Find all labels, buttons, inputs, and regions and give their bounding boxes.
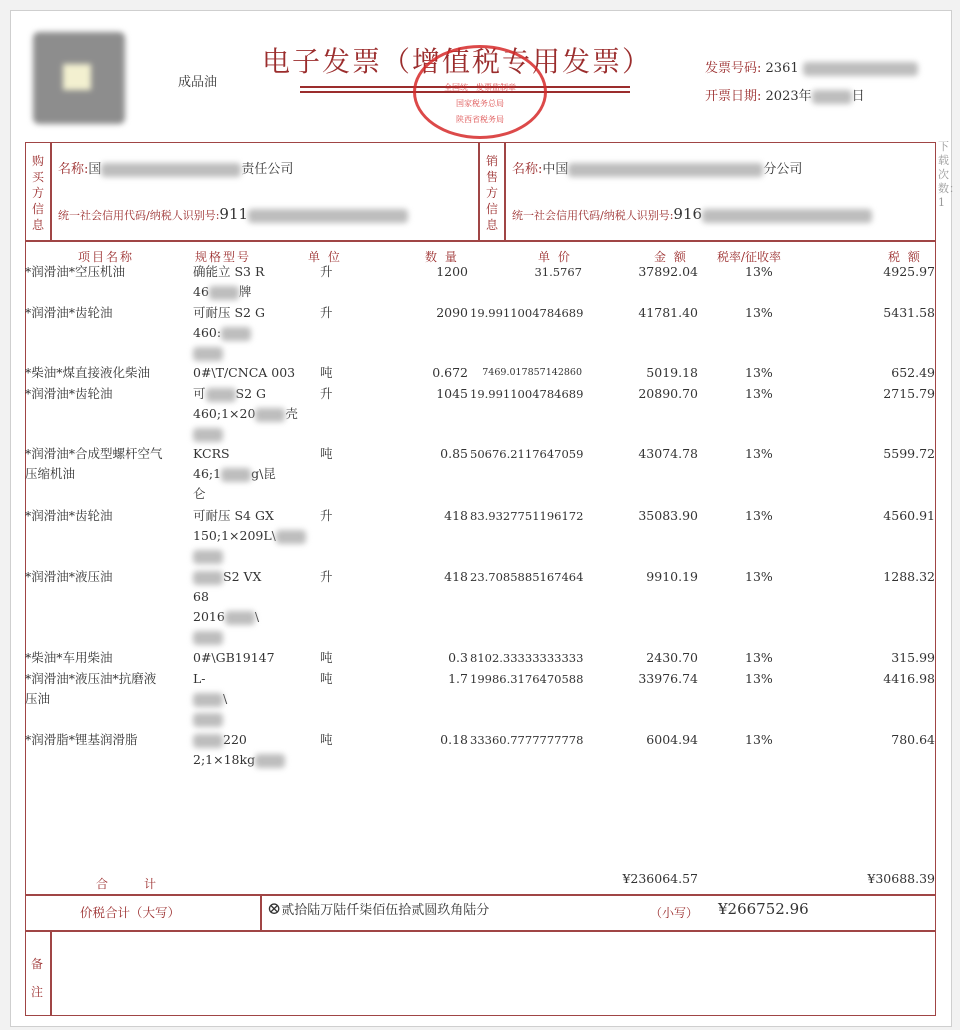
item-unit-price: 83.9327751196172 bbox=[470, 509, 584, 523]
item-unit: 升 bbox=[320, 305, 333, 320]
item-spec-text: 仑 bbox=[193, 486, 206, 501]
redacted bbox=[255, 408, 285, 422]
item-spec bbox=[193, 648, 275, 668]
totals-tax: ¥30688.39 bbox=[867, 871, 935, 886]
item-tax-rate: 13% bbox=[745, 671, 773, 686]
col-header-price: 单 价 bbox=[538, 250, 572, 264]
redacted bbox=[276, 530, 306, 544]
redacted bbox=[193, 693, 223, 707]
item-spec bbox=[193, 464, 276, 484]
item-spec bbox=[193, 567, 261, 587]
item-tax: 4925.97 bbox=[883, 264, 935, 279]
item-unit: 吨 bbox=[320, 446, 333, 461]
col-header-unit: 单 位 bbox=[308, 250, 342, 264]
invoice-date-label: 开票日期: bbox=[705, 89, 762, 104]
item-unit: 升 bbox=[320, 569, 333, 584]
invoice-number bbox=[705, 57, 918, 76]
item-spec-text: KCRS bbox=[193, 446, 230, 461]
redacted bbox=[568, 163, 763, 177]
item-name: *润滑油*齿轮油 bbox=[25, 386, 113, 401]
totals-label: 合 计 bbox=[96, 877, 157, 891]
item-spec bbox=[193, 669, 206, 689]
item-spec bbox=[193, 587, 209, 607]
seller-name-suffix: 分公司 bbox=[763, 162, 803, 177]
item-tax-rate: 13% bbox=[745, 569, 773, 584]
item-unit-price: 8102.33333333333 bbox=[470, 651, 584, 665]
col-header-name: 项目名称 bbox=[78, 250, 135, 264]
item-spec-text: S2 G bbox=[235, 386, 266, 401]
buyer-tax-id bbox=[58, 205, 408, 223]
redacted bbox=[193, 428, 223, 442]
item-tax: 4416.98 bbox=[883, 671, 935, 686]
buyer-name-suffix: 责任公司 bbox=[241, 162, 294, 177]
seller-tax-id-value: 916 bbox=[673, 205, 703, 223]
item-name: *润滑油*合成型螺杆空气 bbox=[25, 446, 163, 461]
item-tax: 5431.58 bbox=[883, 305, 935, 320]
item-spec bbox=[193, 546, 223, 566]
item-spec-text: 0#\GB19147 bbox=[193, 650, 275, 665]
item-amount: 20890.70 bbox=[638, 386, 698, 401]
remarks-label: 备注 bbox=[30, 957, 43, 999]
item-amount: 43074.78 bbox=[638, 446, 698, 461]
redacted bbox=[248, 209, 408, 223]
buyer-tax-id-label: 统一社会信用代码/纳税人识别号: bbox=[58, 209, 220, 222]
item-spec bbox=[193, 343, 223, 363]
redacted bbox=[193, 631, 223, 645]
seller-tax-id-label: 统一社会信用代码/纳税人识别号: bbox=[512, 209, 674, 222]
redacted bbox=[803, 62, 918, 76]
buyer-name-label: 名称: bbox=[58, 162, 89, 177]
item-name: *润滑油*液压油*抗磨液 bbox=[25, 671, 157, 686]
redacted bbox=[209, 286, 239, 300]
item-qty: 418 bbox=[444, 569, 468, 584]
item-spec bbox=[193, 323, 251, 343]
item-amount: 41781.40 bbox=[638, 305, 698, 320]
buyer-tax-id-value: 911 bbox=[219, 205, 249, 223]
item-name: *润滑脂*锂基润滑脂 bbox=[25, 732, 138, 747]
qr-code bbox=[33, 32, 125, 124]
redacted bbox=[193, 734, 223, 748]
item-qty: 418 bbox=[444, 508, 468, 523]
invoice-date-suffix: 日 bbox=[851, 89, 865, 104]
item-tax-rate: 13% bbox=[745, 365, 773, 380]
item-tax: 4560.91 bbox=[883, 508, 935, 523]
invoice-date-prefix: 2023年 bbox=[765, 89, 812, 104]
item-tax: 780.64 bbox=[891, 732, 935, 747]
grand-total-label: 价税合计（大写） bbox=[80, 905, 181, 920]
item-unit-price: 19.9911004784689 bbox=[470, 306, 584, 320]
item-spec bbox=[193, 404, 298, 424]
item-spec bbox=[193, 282, 251, 302]
cross-circle-icon: ⊗ bbox=[267, 899, 282, 919]
stamp-bottom-text: 陕西省税务局 bbox=[456, 115, 504, 124]
invoice-category: 成品油 bbox=[178, 75, 218, 90]
stamp-middle-text: 国家税务总局 bbox=[456, 99, 504, 108]
redacted bbox=[193, 550, 223, 564]
item-spec bbox=[193, 424, 223, 444]
seller-name-prefix: 中国 bbox=[542, 162, 569, 177]
grand-total-small-label: （小写） bbox=[650, 906, 699, 920]
item-spec-text: 2016 bbox=[193, 609, 225, 624]
item-spec-text: 46;1 bbox=[193, 466, 222, 481]
item-tax-rate: 13% bbox=[745, 264, 773, 279]
redacted bbox=[221, 468, 251, 482]
col-header-tax: 税 额 bbox=[888, 250, 922, 264]
redacted bbox=[193, 713, 223, 727]
redacted bbox=[225, 611, 255, 625]
item-spec bbox=[193, 363, 295, 383]
buyer-name-prefix: 国 bbox=[88, 162, 102, 177]
buyer-section-label: 购买方信息 bbox=[31, 154, 44, 232]
item-name: *润滑油*液压油 bbox=[25, 569, 113, 584]
item-spec-text: \ bbox=[254, 609, 260, 624]
item-spec bbox=[193, 506, 274, 526]
download-count: 下载次数：1 bbox=[938, 140, 960, 209]
grand-total-words-text: 贰拾陆万陆仟柒佰伍拾贰圆玖角陆分 bbox=[281, 903, 490, 918]
item-unit: 吨 bbox=[320, 732, 333, 747]
item-name: *润滑油*齿轮油 bbox=[25, 305, 113, 320]
invoice-number-value: 2361 bbox=[765, 61, 799, 76]
item-spec bbox=[193, 303, 265, 323]
item-amount: 2430.70 bbox=[646, 650, 698, 665]
item-spec-text: S2 VX bbox=[223, 569, 262, 584]
item-name: *润滑油*空压机油 bbox=[25, 264, 126, 279]
item-spec-text: 68 bbox=[193, 589, 209, 604]
item-spec bbox=[193, 730, 247, 750]
item-spec-text: 460: bbox=[193, 325, 222, 340]
item-unit: 升 bbox=[320, 386, 333, 401]
item-name: *柴油*煤直接液化柴油 bbox=[25, 365, 151, 380]
item-spec-text: 0#\T/CNCA 003 bbox=[193, 365, 296, 380]
item-name: *润滑油*齿轮油 bbox=[25, 508, 113, 523]
item-unit-price: 7469.017857142860 bbox=[482, 367, 582, 378]
item-spec-text: 可耐压 S4 GX bbox=[193, 508, 274, 523]
item-unit: 升 bbox=[320, 264, 333, 279]
item-spec bbox=[193, 689, 227, 709]
item-unit-price: 31.5767 bbox=[534, 265, 582, 279]
item-qty: 2090 bbox=[436, 305, 468, 320]
item-spec-text: 46 bbox=[193, 284, 209, 299]
col-header-rate: 税率/征收率 bbox=[717, 250, 782, 264]
item-amount: 35083.90 bbox=[638, 508, 698, 523]
item-qty: 0.3 bbox=[448, 650, 468, 665]
item-spec-text: 150;1×209L\ bbox=[193, 528, 276, 543]
item-spec bbox=[193, 384, 266, 404]
redacted bbox=[702, 209, 872, 223]
redacted bbox=[812, 90, 852, 104]
item-spec bbox=[193, 526, 306, 546]
item-spec bbox=[193, 750, 285, 770]
item-spec-text: 牌 bbox=[238, 284, 252, 299]
item-qty: 1200 bbox=[436, 264, 468, 279]
item-spec-text: L- bbox=[193, 671, 206, 686]
redacted bbox=[101, 163, 241, 177]
item-spec-text: 可耐压 S2 G bbox=[193, 305, 265, 320]
item-spec-text: 确能立 S3 R bbox=[193, 264, 265, 279]
invoice-date bbox=[705, 85, 865, 104]
item-spec bbox=[193, 607, 259, 627]
seller-name-label: 名称: bbox=[512, 162, 543, 177]
stamp-top-text: 全国统一发票监制章 bbox=[444, 83, 516, 92]
item-qty: 1.7 bbox=[448, 671, 468, 686]
redacted bbox=[193, 571, 223, 585]
item-amount: 33976.74 bbox=[638, 671, 698, 686]
item-name: 压缩机油 bbox=[25, 466, 76, 481]
seller-tax-id bbox=[512, 205, 872, 223]
item-spec-text: 可 bbox=[193, 386, 206, 401]
item-unit-price: 23.7085885167464 bbox=[470, 570, 584, 584]
item-tax-rate: 13% bbox=[745, 386, 773, 401]
redacted bbox=[193, 347, 223, 361]
redacted bbox=[206, 388, 236, 402]
redacted bbox=[255, 754, 285, 768]
item-amount: 5019.18 bbox=[646, 365, 698, 380]
item-unit-price: 19986.3176470588 bbox=[470, 672, 584, 686]
item-tax-rate: 13% bbox=[745, 305, 773, 320]
item-spec-text: 2;1×18kg bbox=[193, 752, 256, 767]
item-spec bbox=[193, 484, 206, 504]
item-spec bbox=[193, 709, 223, 729]
item-spec bbox=[193, 627, 223, 647]
item-qty: 0.18 bbox=[440, 732, 468, 747]
col-header-qty: 数 量 bbox=[425, 250, 459, 264]
item-tax: 1288.32 bbox=[883, 569, 935, 584]
item-qty: 0.672 bbox=[432, 365, 468, 380]
item-unit-price: 33360.7777777778 bbox=[470, 733, 584, 747]
col-header-spec: 规格型号 bbox=[195, 250, 252, 264]
item-unit-price: 50676.2117647059 bbox=[470, 447, 584, 461]
item-spec bbox=[193, 262, 264, 282]
item-tax-rate: 13% bbox=[745, 446, 773, 461]
item-tax-rate: 13% bbox=[745, 732, 773, 747]
redacted bbox=[221, 327, 251, 341]
buyer-name bbox=[58, 158, 293, 177]
item-tax: 315.99 bbox=[891, 650, 935, 665]
item-qty: 1045 bbox=[436, 386, 468, 401]
item-amount: 37892.04 bbox=[638, 264, 698, 279]
seller-section-label: 销售方信息 bbox=[485, 154, 498, 232]
item-spec-text: 460;1×20 bbox=[193, 406, 256, 421]
item-qty: 0.85 bbox=[440, 446, 468, 461]
item-amount: 9910.19 bbox=[646, 569, 698, 584]
seller-name bbox=[512, 158, 802, 177]
item-unit: 吨 bbox=[320, 671, 333, 686]
item-tax: 652.49 bbox=[891, 365, 935, 380]
totals-amount: ¥236064.57 bbox=[622, 871, 698, 886]
item-tax-rate: 13% bbox=[745, 508, 773, 523]
item-unit: 吨 bbox=[320, 650, 333, 665]
invoice-title: 电子发票（增值税专用发票） bbox=[262, 45, 653, 78]
item-name: 压油 bbox=[25, 691, 51, 706]
item-unit: 吨 bbox=[320, 365, 333, 380]
item-tax: 2715.79 bbox=[883, 386, 935, 401]
item-unit-price: 19.9911004784689 bbox=[470, 387, 584, 401]
grand-total-words bbox=[267, 899, 489, 919]
tax-bureau-stamp bbox=[413, 45, 547, 139]
invoice-number-label: 发票号码: bbox=[705, 61, 762, 76]
col-header-amount: 金 额 bbox=[654, 250, 688, 264]
item-spec bbox=[193, 444, 230, 464]
item-spec-text: g\昆 bbox=[251, 466, 276, 481]
item-tax: 5599.72 bbox=[883, 446, 935, 461]
item-amount: 6004.94 bbox=[646, 732, 698, 747]
grand-total-value: ¥266752.96 bbox=[718, 900, 809, 918]
item-spec-text: \ bbox=[223, 691, 228, 706]
item-unit: 升 bbox=[320, 508, 333, 523]
item-tax-rate: 13% bbox=[745, 650, 773, 665]
item-name: *柴油*车用柴油 bbox=[25, 650, 113, 665]
item-spec-text: 220 bbox=[223, 732, 247, 747]
item-spec-text: 壳 bbox=[285, 406, 298, 421]
